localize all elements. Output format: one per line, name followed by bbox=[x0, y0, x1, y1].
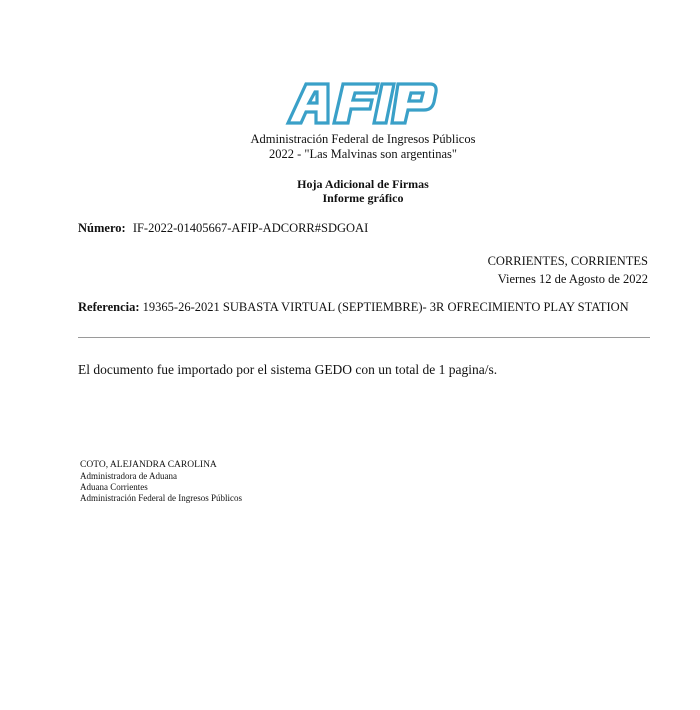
document-subtitle: Informe gráfico bbox=[322, 191, 404, 205]
reference-value: 19365-26-2021 SUBASTA VIRTUAL (SEPTIEMBRE)- 3R OFRECIMIENTO PLAY STATION bbox=[142, 300, 629, 314]
reference-label: Referencia: bbox=[78, 300, 140, 314]
signature-block bbox=[80, 460, 242, 504]
afip-logo bbox=[284, 80, 440, 126]
document-location: CORRIENTES, CORRIENTES bbox=[487, 254, 648, 268]
document-reference bbox=[78, 300, 638, 315]
signer-name: COTO, ALEJANDRA CAROLINA bbox=[80, 460, 217, 470]
year-motto: 2022 - "Las Malvinas son argentinas" bbox=[268, 147, 458, 161]
document-title: Hoja Adicional de Firmas bbox=[297, 177, 429, 191]
document-body: El documento fue importado por el sistema GEDO con un total de 1 pagina/s. bbox=[78, 362, 498, 377]
organization-name: Administración Federal de Ingresos Públicos bbox=[250, 132, 476, 146]
signer-organization: Administración Federal de Ingresos Públicos bbox=[80, 493, 242, 503]
signer-role: Administradora de Aduana bbox=[80, 471, 177, 481]
document-number-label: Número: bbox=[78, 221, 126, 235]
afip-logo-icon bbox=[284, 80, 440, 126]
document-date: Viernes 12 de Agosto de 2022 bbox=[497, 272, 648, 286]
document-number-value: IF-2022-01405667-AFIP-ADCORR#SDGOAI bbox=[132, 221, 369, 235]
divider bbox=[78, 337, 650, 338]
signer-office: Aduana Corrientes bbox=[80, 482, 148, 492]
document-number bbox=[78, 220, 368, 236]
